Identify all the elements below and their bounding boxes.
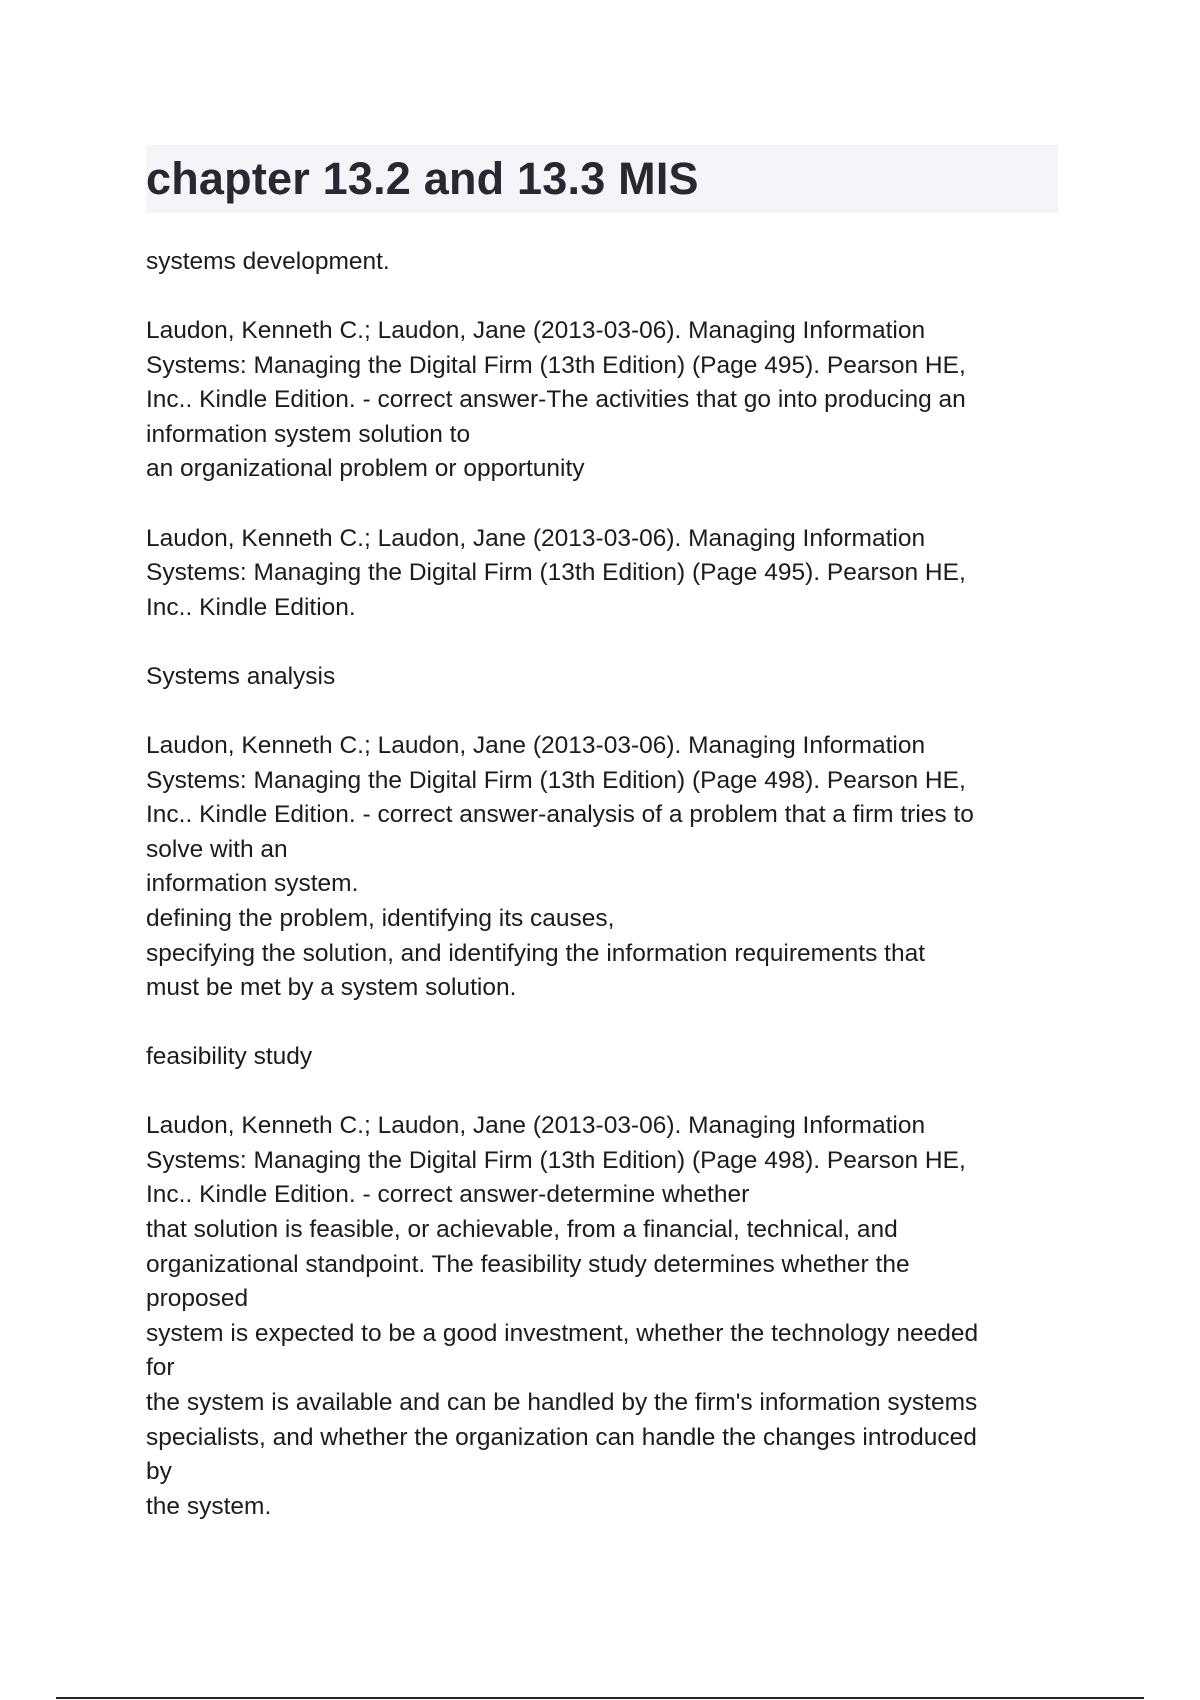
text-line: defining the problem, identifying its causes, xyxy=(146,904,615,932)
footer-divider xyxy=(56,1697,1144,1699)
text-line: system is expected to be a good investment, whether the technology needed xyxy=(146,1319,979,1347)
text-line: Inc.. Kindle Edition. - correct answer-analysis of a problem that a firm tries to xyxy=(146,801,974,829)
paragraph xyxy=(146,660,1058,695)
paragraph xyxy=(146,1040,1058,1075)
text-line: the system. xyxy=(146,1492,272,1520)
text-line: by xyxy=(146,1458,172,1486)
text-line: Inc.. Kindle Edition. - correct answer-The activities that go into producing an xyxy=(146,386,966,414)
text-line: that solution is feasible, or achievable, from a financial, technical, and xyxy=(146,1216,898,1244)
text-line: systems development. xyxy=(146,248,390,275)
text-line: Laudon, Kenneth C.; Laudon, Jane (2013-03-06). Managing Information xyxy=(146,1112,926,1140)
text-line: solve with an xyxy=(146,835,288,863)
text-line: information system solution to xyxy=(146,420,471,448)
text-line: Systems: Managing the Digital Firm (13th Edition) (Page 495). Pearson HE, xyxy=(146,559,966,587)
paragraph xyxy=(146,314,1058,487)
text-line: Systems: Managing the Digital Firm (13th Edition) (Page 498). Pearson HE, xyxy=(146,766,966,794)
document-body xyxy=(146,245,1058,1559)
title-banner xyxy=(146,145,1058,213)
text-line: Laudon, Kenneth C.; Laudon, Jane (2013-03-06). Managing Information xyxy=(146,317,926,345)
text-line: information system. xyxy=(146,870,359,898)
text-line: must be met by a system solution. xyxy=(146,974,517,1002)
text-line: Systems: Managing the Digital Firm (13th Edition) (Page 498). Pearson HE, xyxy=(146,1146,966,1174)
text-line: for xyxy=(146,1354,175,1382)
text-line: Laudon, Kenneth C.; Laudon, Jane (2013-03-06). Managing Information xyxy=(146,524,926,552)
paragraph xyxy=(146,522,1058,626)
document-title: chapter 13.2 and 13.3 MIS xyxy=(146,153,699,204)
text-line: specifying the solution, and identifying the information requirements that xyxy=(146,939,926,967)
text-line: Systems: Managing the Digital Firm (13th Edition) (Page 495). Pearson HE, xyxy=(146,351,966,379)
text-line: feasibility study xyxy=(146,1043,313,1071)
paragraph xyxy=(146,729,1058,1006)
text-line: Systems analysis xyxy=(146,662,336,690)
paragraph xyxy=(146,1109,1058,1524)
text-line: specialists, and whether the organization can handle the changes introduced xyxy=(146,1423,977,1451)
text-line: an organizational problem or opportunity xyxy=(146,455,585,483)
text-line: Laudon, Kenneth C.; Laudon, Jane (2013-03-06). Managing Information xyxy=(146,731,926,759)
text-line: proposed xyxy=(146,1285,249,1313)
paragraph xyxy=(146,245,1058,280)
text-line: organizational standpoint. The feasibility study determines whether the xyxy=(146,1250,910,1278)
text-line: Inc.. Kindle Edition. - correct answer-determine whether xyxy=(146,1181,750,1209)
text-line: the system is available and can be handled by the firm's information systems xyxy=(146,1389,978,1417)
text-line: Inc.. Kindle Edition. xyxy=(146,593,356,621)
